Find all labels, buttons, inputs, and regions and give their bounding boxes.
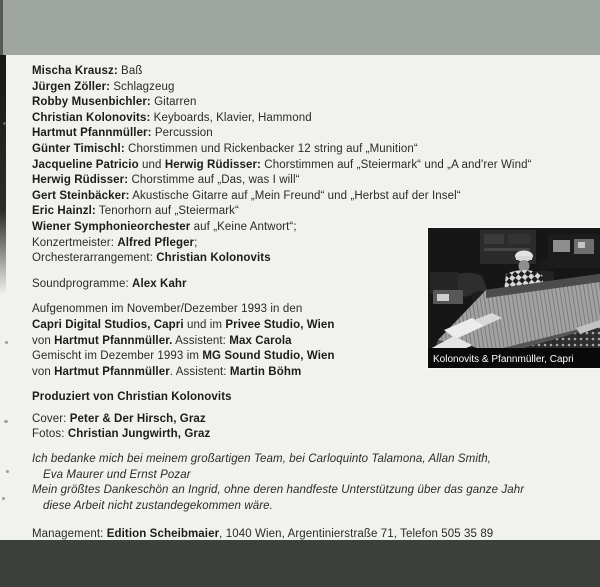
scan-speck [3, 122, 6, 125]
block-management [32, 527, 532, 543]
photo-caption: Kolonovits & Pfannmüller, Capri [433, 354, 574, 365]
text-line [32, 499, 532, 515]
text-line [32, 64, 532, 80]
credit-text: Chorstimme auf „Das, was I will“ [128, 174, 300, 187]
text-line [32, 483, 532, 499]
scan-speck [5, 341, 8, 344]
credit-text: Chorstimmen und Rickenbacker 12 string auf „Munition“ [124, 142, 418, 155]
credit-name: Christian Kolonovits [156, 252, 271, 265]
studio-photo-illustration [428, 228, 600, 368]
credit-text: Gitarren [150, 96, 197, 109]
text-line [32, 80, 532, 96]
block-cover [32, 412, 532, 443]
credit-text: diese Arbeit nicht zustandegekommen wäre. [43, 499, 273, 512]
text-line [32, 427, 532, 443]
credit-text: Eva Maurer und Ernst Pozar [43, 468, 191, 481]
monitor-glare [578, 242, 585, 248]
credit-text: und im [183, 318, 226, 331]
text-line [32, 95, 532, 111]
credit-name: Alfred Pfleger [117, 236, 195, 249]
credit-name: Peter & Der Hirsch, Graz [69, 412, 206, 425]
text-line [32, 173, 532, 189]
credit-name: MG Sound Studio, Wien [202, 350, 335, 363]
scan-spine-shadow [0, 55, 6, 295]
text-line [32, 452, 532, 468]
credit-text: Keyboards, Klavier, Hammond [150, 111, 312, 124]
credit-name: Wiener Symphonieorchester [32, 220, 191, 233]
credit-name: Jacqueline Patricio [32, 158, 139, 171]
credit-name: Capri Digital Studios, Capri [32, 318, 184, 331]
credit-text: Percussion [151, 127, 213, 140]
studio-photo [428, 228, 600, 368]
credit-text: Mein größtes Dankeschön an Ingrid, ohne deren handfeste Unterstützung über das ganze Jahr [32, 484, 525, 497]
credit-text: Fotos: [32, 428, 68, 441]
text-line [32, 158, 532, 174]
credit-name: Mischa Krausz: [32, 65, 118, 77]
scan-top-band [0, 0, 600, 55]
credit-text: Chorstimmen auf „Steiermark“ und „A and'rer Wind“ [261, 158, 532, 171]
credit-name: Edition Scheibmaier [106, 528, 220, 541]
credit-text: und [138, 158, 165, 171]
credit-text: Tenorhorn auf „Steiermark“ [95, 205, 239, 218]
credit-name: Hartmut Pfannmüller. [54, 334, 173, 347]
video-monitor [553, 240, 570, 252]
scan-bottom-band [0, 540, 600, 587]
credit-name: Christian Kolonovits: [32, 111, 151, 124]
credit-name: Hartmut Pfannmüller [54, 365, 170, 378]
credit-text: Baß [117, 65, 143, 77]
credit-text: Soundprogramme: [32, 277, 133, 290]
text-line [32, 390, 532, 406]
credit-text: Gemischt im Dezember 1993 im [32, 350, 203, 363]
credit-name: Robby Musenbichler: [32, 96, 151, 109]
cap-brim [516, 256, 532, 260]
credit-name: Alex Kahr [132, 277, 187, 290]
text-line [32, 189, 532, 205]
text-line [32, 204, 532, 220]
credit-text: von [32, 334, 55, 347]
credit-text: Cover: [32, 412, 70, 425]
credit-text: Schlagzeug [110, 80, 175, 93]
rack-unit [484, 234, 504, 244]
text-line [32, 468, 532, 484]
credit-text: Orchesterarrangement: [32, 252, 157, 265]
credit-text: Management: [32, 528, 107, 541]
credit-name: Herwig Rüdisser: [32, 174, 129, 187]
block-thanks [32, 452, 532, 514]
credit-name: Hartmut Pfannmüller: [32, 127, 152, 140]
block-produced [32, 390, 532, 406]
credit-text: ; [194, 236, 198, 249]
credit-name: Eric Hainzl: [32, 205, 96, 218]
text-line [32, 412, 532, 428]
credit-text: auf „Keine Antwort“; [190, 220, 297, 233]
credit-text: Akustische Gitarre auf „Mein Freund“ und „Herbst auf der Insel“ [129, 189, 461, 202]
credit-text: Aufgenommen im November/Dezember 1993 in den [32, 303, 303, 316]
credit-text: von [32, 365, 55, 378]
scan-speck [2, 497, 5, 500]
scan-speck [6, 470, 9, 473]
credit-text: Ich bedanke mich bei meinem großartigen Team, bei Carloquinto Talamona, Allan Smith, [32, 453, 492, 466]
credit-name: Martin Böhm [229, 365, 302, 378]
text-line [32, 111, 532, 127]
credit-name: Herwig Rüdisser: [164, 158, 261, 171]
text-line [32, 126, 532, 142]
rack-unit [508, 234, 530, 244]
engineer-head [538, 259, 550, 271]
credit-name: Günter Timischl: [32, 142, 125, 155]
credit-name: Jürgen Zöller: [32, 80, 111, 93]
credit-name: Privee Studio, Wien [225, 318, 335, 331]
credit-text: Konzertmeister: [32, 236, 118, 249]
credit-text: . Assistent: [169, 365, 230, 378]
scan-speck [4, 420, 8, 423]
credit-name: Gert Steinbäcker: [32, 189, 130, 202]
credit-name: Christian Jungwirth, Graz [67, 428, 211, 441]
text-line [32, 527, 532, 543]
credit-name: Produziert von Christian Kolonovits [32, 391, 232, 404]
white-paper-shelf [437, 294, 449, 301]
credit-text: Assistent: [172, 334, 230, 347]
text-line [32, 142, 532, 158]
credit-text: , 1040 Wien, Argentinierstraße 71, Telefon 505 35 89 [219, 528, 494, 541]
credit-name: Max Carola [229, 334, 292, 347]
